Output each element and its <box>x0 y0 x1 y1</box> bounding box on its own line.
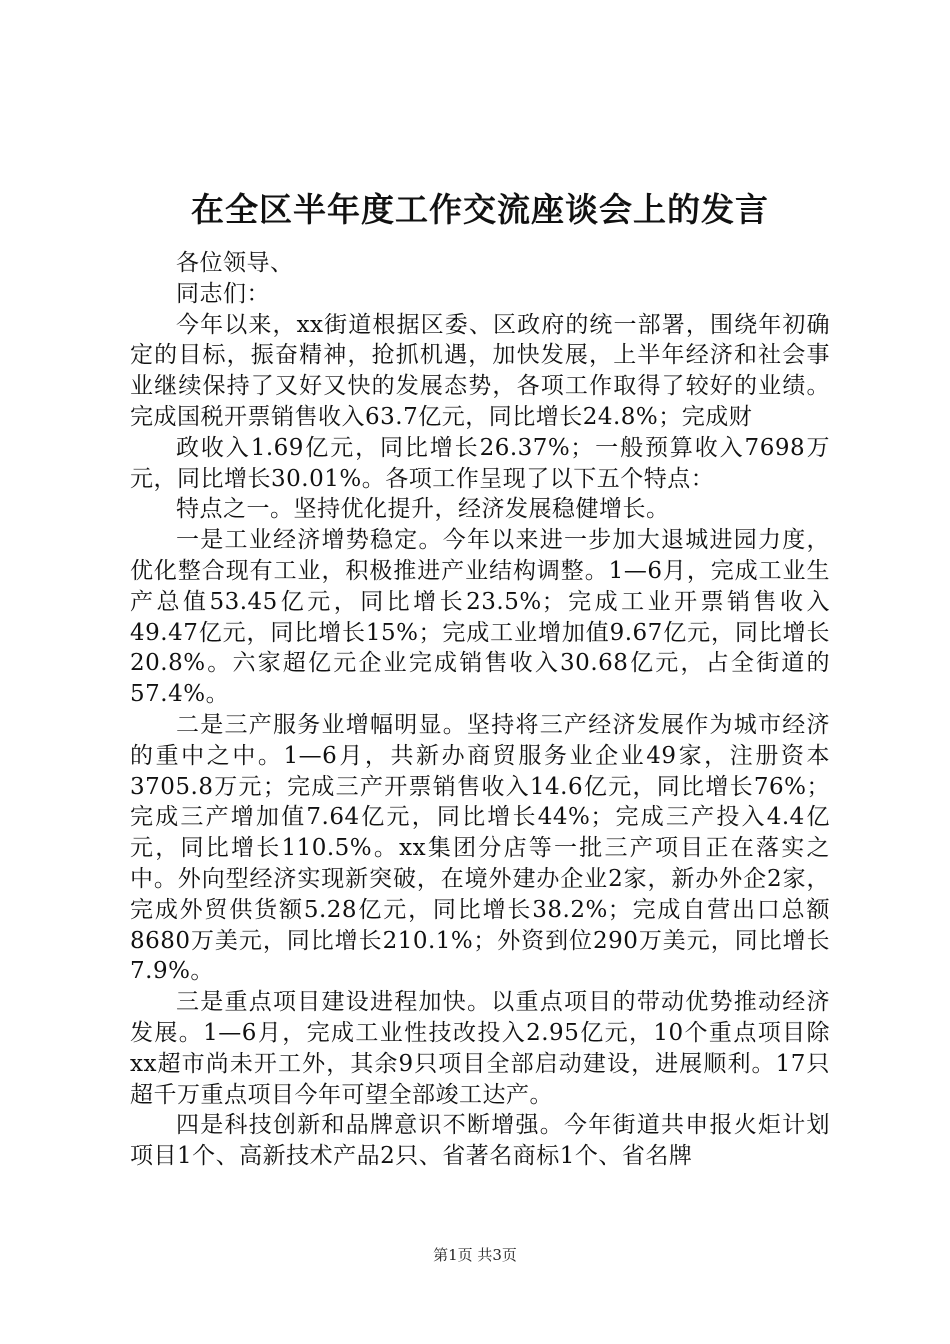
document-title: 在全区半年度工作交流座谈会上的发言 <box>191 190 769 229</box>
paragraph-revenue: 政收入1.69亿元，同比增长26.37%；一般预算收入7698万元，同比增长30.01%。各项工作呈现了以下五个特点： <box>130 434 830 492</box>
paragraph-feature-one: 特点之一。坚持优化提升，经济发展稳健增长。 <box>176 496 670 523</box>
page-footer: 第1页 共3页 <box>433 1246 517 1264</box>
paragraph-services: 二是三产服务业增幅明显。坚持将三产经济发展作为城市经济的重中之中。1—6月，共新办商贸服务业企业49家，注册资本3705.8万元；完成三产开票销售收入14.6亿元，同比增长76%；完成三产增加值7.64亿元，同比增长44%；完成三产投入4.4亿元，同比增长110.5%。xx集团分店等一批三产项目正在落实之中。外向型经济实现新突破，在境外建办企业2家，新办外企2家，完成外贸供货额5.28亿元，同比增长38.2%；完成自营出口总额8680万美元，同比增长210.1%；外资到位290万美元，同比增长7.9%。 <box>130 711 830 985</box>
paragraph-innovation: 四是科技创新和品牌意识不断增强。今年街道共申报火炬计划项目1个、高新技术产品2只、省著名商标1个、省名牌 <box>130 1112 830 1170</box>
salutation-line-1: 各位领导、 <box>176 250 294 276</box>
paragraph-key-projects: 三是重点项目建设进程加快。以重点项目的带动优势推动经济发展。1—6月，完成工业性技改投入2.95亿元，10个重点项目除xx超市尚未开工外，其余9只项目全部启动建设，进展顺利。17只超千万重点项目今年可望全部竣工达产。 <box>130 989 830 1108</box>
paragraph-industry: 一是工业经济增势稳定。今年以来进一步加大退城进园力度，优化整合现有工业，积极推进产业结构调整。1—6月，完成工业生产总值53.45亿元，同比增长23.5%；完成工业开票销售收入49.47亿元，同比增长15%；完成工业增加值9.67亿元，同比增长20.8%。六家超亿元企业完成销售收入30.68亿元，占全街道的57.4%。 <box>130 527 830 708</box>
paragraph-intro: 今年以来，xx街道根据区委、区政府的统一部署，围绕年初确定的目标，振奋精神，抢抓机遇，加快发展，上半年经济和社会事业继续保持了又好又快的发展态势，各项工作取得了较好的业绩。完成国税开票销售收入63.7亿元，同比增长24.8%；完成财 <box>130 311 830 430</box>
document-body <box>130 180 830 1172</box>
salutation-line-2: 同志们： <box>176 280 270 307</box>
